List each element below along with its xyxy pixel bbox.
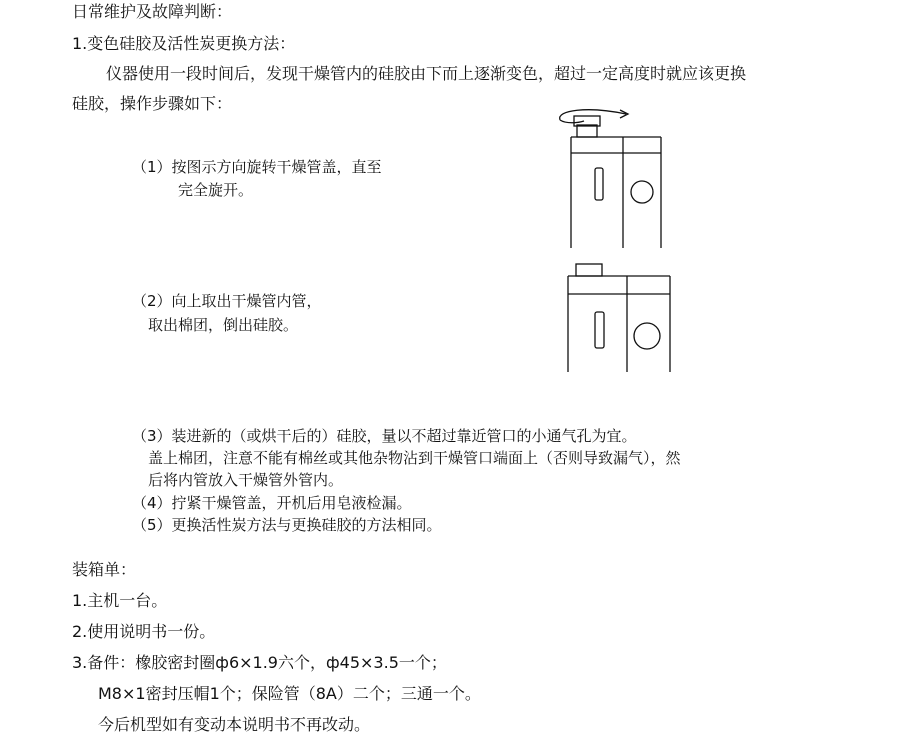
packing-item-2: 2.使用说明书一份。 xyxy=(72,622,216,641)
step1-line-1: （1）按图示方向旋转干燥管盖，直至 xyxy=(132,158,382,176)
packing-item-3-line-2: M8×1密封压帽1个；保险管（8A）二个；三通一个。 xyxy=(98,684,481,703)
intro-line-1: 仪器使用一段时间后，发现干燥管内的硅胶由下而上逐渐变色，超过一定高度时就应该更换 xyxy=(106,64,747,83)
inner-tube-top xyxy=(576,264,602,276)
step4: （4）拧紧干燥管盖，开机后用皂液检漏。 xyxy=(132,494,412,512)
section-heading: 日常维护及故障判断： xyxy=(72,2,233,21)
round-window xyxy=(634,323,660,349)
item1-title: 1.变色硅胶及活性炭更换方法： xyxy=(72,34,296,53)
packing-item-1: 1.主机一台。 xyxy=(72,591,168,610)
round-window xyxy=(631,181,653,203)
cap-neck xyxy=(577,125,597,137)
window-slot xyxy=(595,168,603,200)
step2-line-1: （2）向上取出干燥管内管， xyxy=(132,292,322,310)
drying-tube-cap-rotation-diagram xyxy=(548,108,668,248)
step1-line-2: 完全旋开。 xyxy=(178,181,254,199)
closing-note: 今后机型如有变动本说明书不再改动。 xyxy=(98,715,371,734)
step2-line-2: 取出棉团，倒出硅胶。 xyxy=(148,316,299,334)
rotation-arrow-icon xyxy=(560,110,626,120)
intro-line-2: 硅胶，操作步骤如下： xyxy=(72,94,233,113)
inner-tube-removal-diagram xyxy=(566,262,676,372)
packing-heading: 装箱单： xyxy=(72,560,137,579)
step3-line-1: （3）装进新的（或烘干后的）硅胶，量以不超过靠近管口的小通气孔为宜。 xyxy=(132,427,637,445)
window-slot xyxy=(595,312,604,348)
step3-line-3: 后将内管放入干燥管外管内。 xyxy=(148,471,344,489)
step5: （5）更换活性炭方法与更换硅胶的方法相同。 xyxy=(132,516,442,534)
step3-line-2: 盖上棉团，注意不能有棉丝或其他杂物沾到干燥管口端面上（否则导致漏气），然 xyxy=(148,449,681,467)
packing-item-3-line-1: 3.备件：橡胶密封圈ф6×1.9六个，ф45×3.5一个； xyxy=(72,653,447,672)
